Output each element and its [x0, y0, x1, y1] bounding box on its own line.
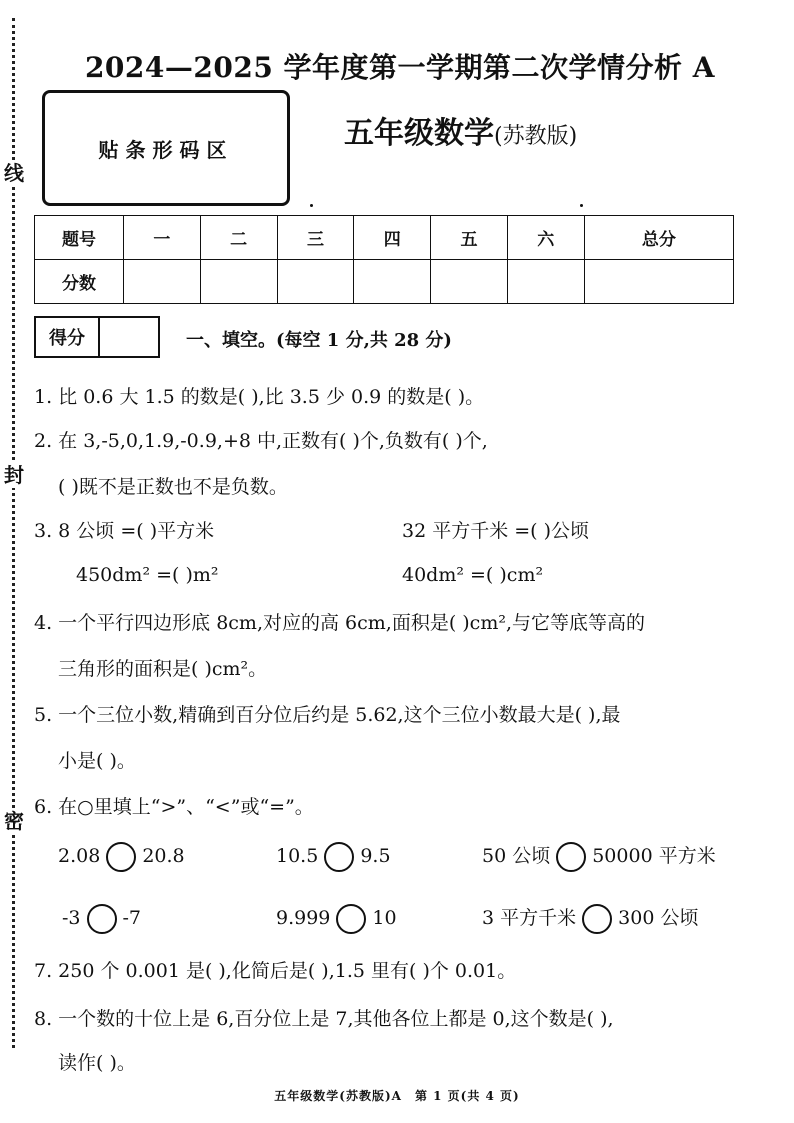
- score-table-score-row: [35, 260, 734, 304]
- compare-left: 10.5: [276, 845, 319, 867]
- score-input-cell[interactable]: [200, 260, 277, 304]
- compare-left: 50 公顷: [482, 845, 551, 867]
- score-input-cell[interactable]: [507, 260, 584, 304]
- compare-right: 20.8: [142, 845, 185, 867]
- compare-right: 50000 平方米: [592, 845, 716, 867]
- question-8-line-2: 读作( )。: [58, 1052, 136, 1074]
- compare-left: 9.999: [276, 907, 331, 929]
- question-5-line-1: 5. 一个三位小数,精确到百分位后约是 5.62,这个三位小数最大是( ),最: [34, 704, 621, 726]
- score-table-cell: 五: [431, 216, 508, 260]
- score-table-cell: 二: [200, 216, 277, 260]
- compare-item: [482, 904, 698, 934]
- binding-char-mi: 密: [4, 809, 24, 833]
- compare-item: [58, 842, 185, 872]
- compare-circle[interactable]: [582, 904, 612, 934]
- score-table: [34, 215, 734, 304]
- score-input-cell[interactable]: [124, 260, 201, 304]
- score-table-header-row: [35, 216, 734, 260]
- question-3-b: 32 平方千米 =( )公顷: [402, 520, 590, 542]
- compare-left: -3: [62, 907, 81, 929]
- page-footer: 五年级数学(苏教版)A 第 1 页(共 4 页): [274, 1089, 520, 1103]
- score-table-cell: 三: [277, 216, 354, 260]
- section-title: 一、填空。(每空 1 分,共 28 分): [186, 330, 452, 351]
- question-3-a: 3. 8 公顷 =( )平方米: [34, 520, 215, 542]
- question-2-line-2: ( )既不是正数也不是负数。: [58, 476, 288, 498]
- score-input-cell[interactable]: [584, 260, 733, 304]
- compare-right: 300 公顷: [618, 907, 699, 929]
- compare-item: [276, 904, 397, 934]
- barcode-area-label: 贴条形码区: [98, 137, 234, 162]
- compare-left: 3 平方千米: [482, 907, 577, 929]
- compare-circle[interactable]: [556, 842, 586, 872]
- compare-right: 9.5: [360, 845, 391, 867]
- question-2-line-1: 2. 在 3,-5,0,1.9,-0.9,+8 中,正数有( )个,负数有( )个,: [34, 430, 488, 452]
- compare-item: [276, 842, 391, 872]
- score-input-cell[interactable]: [354, 260, 431, 304]
- question-3-c: 450dm² =( )m²: [76, 564, 219, 586]
- compare-circle[interactable]: [106, 842, 136, 872]
- question-4-line-2: 三角形的面积是( )cm²。: [58, 658, 268, 680]
- speck: [580, 204, 583, 207]
- compare-left: 2.08: [58, 845, 101, 867]
- question-6: 6. 在○里填上“>”、“<”或“=”。: [34, 796, 314, 818]
- question-3-d: 40dm² =( )cm²: [402, 564, 544, 586]
- question-5-line-2: 小是( )。: [58, 750, 136, 772]
- section-score-blank[interactable]: [100, 318, 158, 356]
- score-table-cell: 题号: [35, 216, 124, 260]
- score-input-cell[interactable]: [277, 260, 354, 304]
- section-score-label: 得分: [36, 318, 100, 356]
- speck: [310, 204, 313, 207]
- compare-item: [482, 842, 716, 872]
- section-score-box: [34, 316, 160, 358]
- compare-item: [62, 904, 141, 934]
- question-4-line-1: 4. 一个平行四边形底 8cm,对应的高 6cm,面积是( )cm²,与它等底等高的: [34, 612, 645, 634]
- question-8-line-1: 8. 一个数的十位上是 6,百分位上是 7,其他各位上都是 0,这个数是( ),: [34, 1008, 614, 1030]
- exam-title: 2024—2025 学年度第一学期第二次学情分析 A: [84, 51, 716, 84]
- compare-right: -7: [122, 907, 142, 929]
- score-table-cell: 四: [354, 216, 431, 260]
- compare-circle[interactable]: [87, 904, 117, 934]
- edition-label: (苏教版): [494, 124, 578, 149]
- score-table-cell: 一: [124, 216, 201, 260]
- question-7: 7. 250 个 0.001 是( ),化简后是( ),1.5 里有( )个 0.01。: [34, 960, 517, 982]
- score-input-cell[interactable]: [431, 260, 508, 304]
- binding-char-feng: 封: [4, 463, 24, 487]
- barcode-area: [42, 90, 290, 206]
- question-1: 1. 比 0.6 大 1.5 的数是( ),比 3.5 少 0.9 的数是( )。: [34, 386, 485, 408]
- subject-title: [344, 108, 577, 152]
- score-table-cell: 六: [507, 216, 584, 260]
- compare-circle[interactable]: [324, 842, 354, 872]
- score-table-cell: 总分: [584, 216, 733, 260]
- compare-circle[interactable]: [336, 904, 366, 934]
- binding-char-xian: 线: [4, 161, 24, 185]
- subject-name: 五年级数学: [344, 116, 494, 151]
- score-table-cell: 分数: [35, 260, 124, 304]
- compare-right: 10: [372, 907, 397, 929]
